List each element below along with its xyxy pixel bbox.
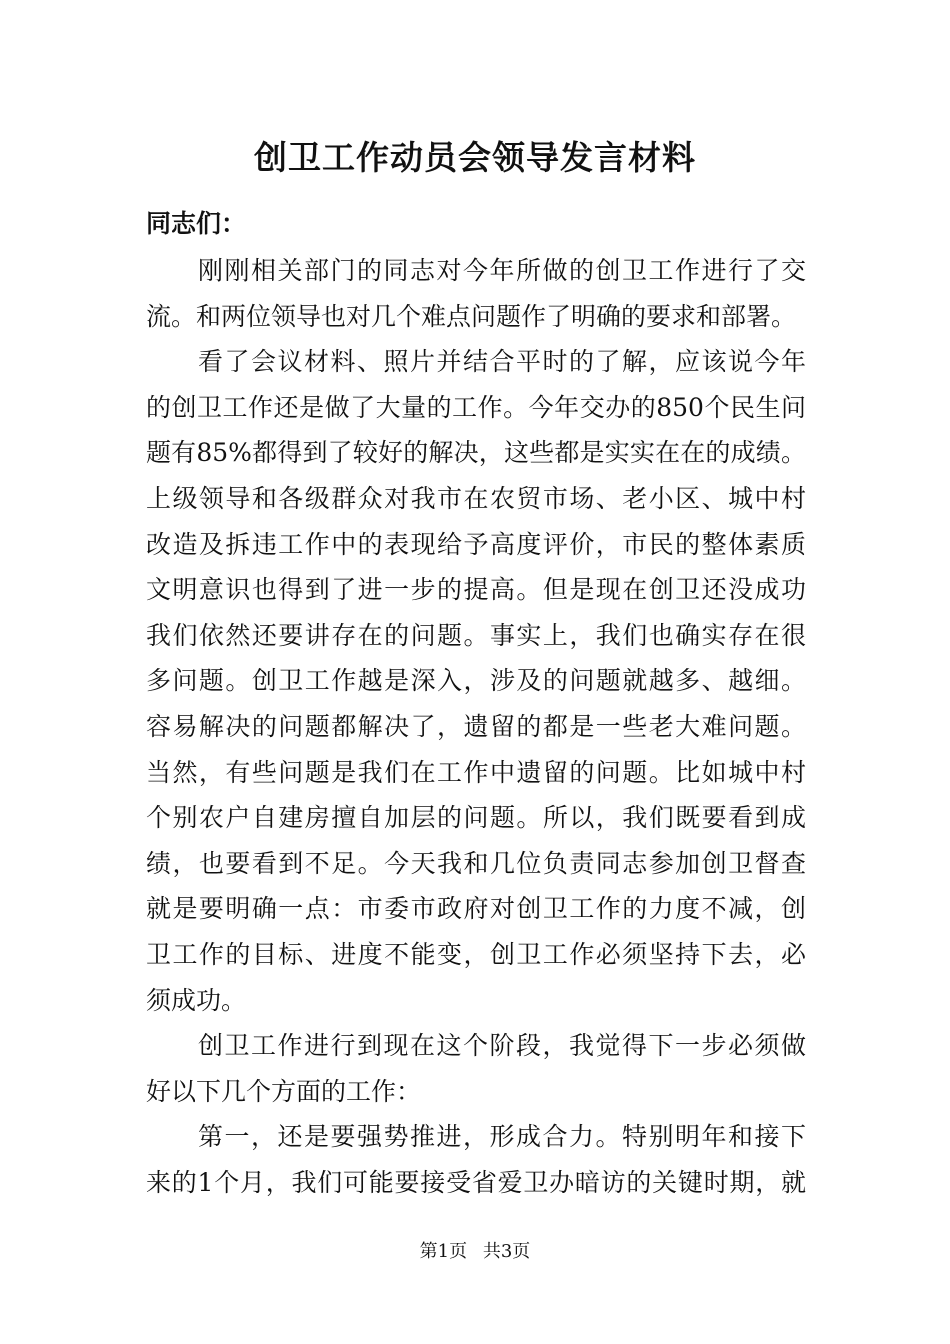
text-line: 流。和两位领导也对几个难点问题作了明确的要求和部署。	[146, 301, 797, 331]
document-title: 创卫工作动员会领导发言材料	[254, 138, 696, 177]
text-line: 就是要明确一点：市委市政府对创卫工作的力度不减，创	[146, 894, 806, 924]
text-line: 须成功。	[146, 985, 247, 1015]
page-total: 共3页	[482, 1241, 531, 1262]
text-line: 第一，还是要强势推进，形成合力。特别明年和接下	[198, 1122, 806, 1152]
text-line: 来的1个月，我们可能要接受省爱卫办暗访的关键时期，就	[146, 1167, 806, 1197]
text-line: 我们依然还要讲存在的问题。事实上，我们也确实存在很	[146, 620, 806, 650]
text-line: 上级领导和各级群众对我市在农贸市场、老小区、城中村	[146, 483, 806, 513]
text-line: 改造及拆违工作中的表现给予高度评价，市民的整体素质	[146, 529, 806, 559]
text-line: 个别农户自建房擅自加层的问题。所以，我们既要看到成	[146, 803, 806, 833]
text-line: 绩，也要看到不足。今天我和几位负责同志参加创卫督查	[146, 848, 806, 878]
page-footer	[0, 1238, 950, 1266]
text-line: 容易解决的问题都解决了，遗留的都是一些老大难问题。	[146, 711, 806, 741]
text-line: 卫工作的目标、进度不能变，创卫工作必须坚持下去，必	[146, 939, 806, 969]
text-line: 刚刚相关部门的同志对今年所做的创卫工作进行了交	[198, 256, 806, 285]
text-line: 多问题。创卫工作越是深入，涉及的问题就越多、越细。	[146, 666, 806, 696]
page-number: 第1页	[419, 1241, 468, 1262]
text-line: 文明意识也得到了进一步的提高。但是现在创卫还没成功	[146, 575, 806, 605]
body-text	[146, 248, 806, 1205]
text-line: 好以下几个方面的工作：	[146, 1076, 422, 1106]
text-line: 创卫工作进行到现在这个阶段，我觉得下一步必须做	[198, 1031, 806, 1061]
text-line: 看了会议材料、照片并结合平时的了解，应该说今年	[198, 347, 806, 377]
salutation: 同志们：	[146, 209, 247, 238]
text-line: 当然，有些问题是我们在工作中遗留的问题。比如城中村	[146, 757, 806, 787]
text-line: 题有85%都得到了较好的解决，这些都是实实在在的成绩。	[146, 438, 806, 468]
text-line: 的创卫工作还是做了大量的工作。今年交办的850个民生问	[146, 392, 806, 422]
